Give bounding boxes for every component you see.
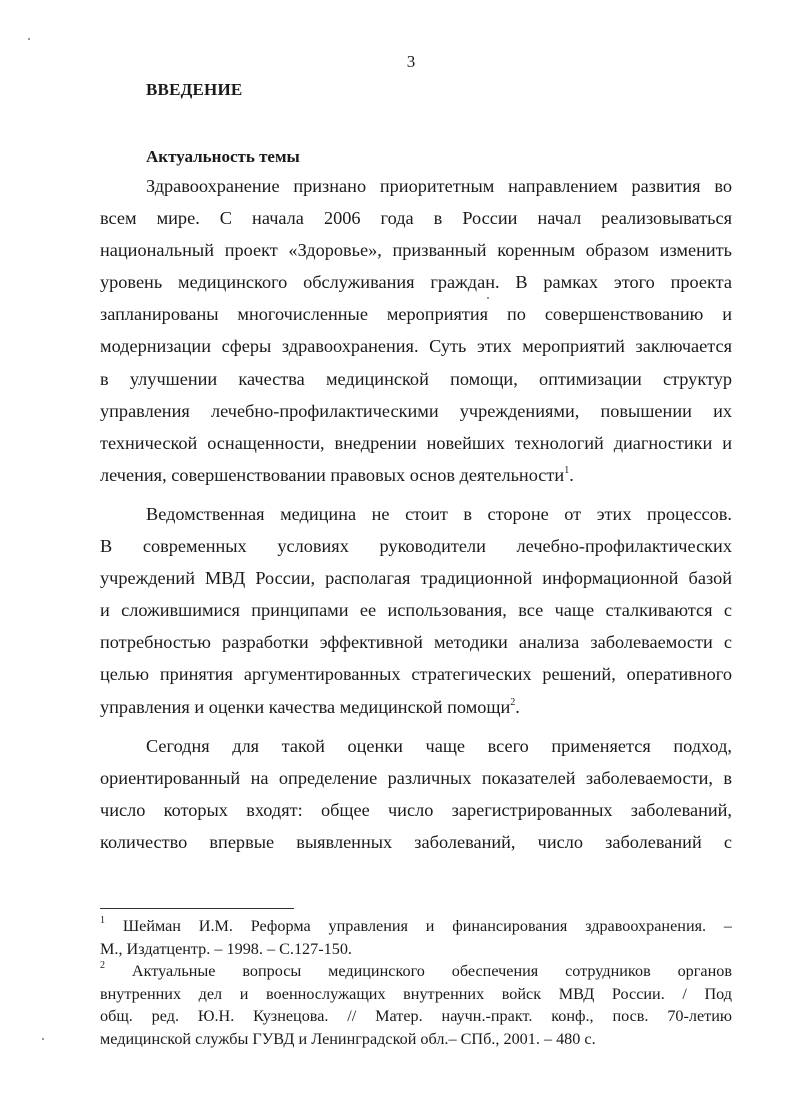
footnote-ref-2[interactable]: 2: [510, 696, 516, 708]
paragraph-3-line: число которых входят: общее число зарегистрированных заболеваний,: [100, 799, 732, 820]
footnote-1-text: Шейман И.М. Реформа управления и финансирования здравоохранения. –: [122, 917, 732, 935]
paragraph-1-line: Здравоохранение признано приоритетным направлением развития во: [146, 176, 732, 196]
scan-speck: [28, 38, 30, 40]
footnote-1-line: М., Издатцентр. – 1998. – С.127-150.: [100, 939, 352, 958]
footnote-marker-1: 1: [100, 915, 105, 926]
paragraph-1-last-line: [100, 459, 732, 491]
paragraph-3-line: Сегодня для такой оценки чаще всего применяется подход,: [146, 735, 732, 756]
paragraph-2-line: В современных условиях руководители лечебно-профилактических: [100, 536, 732, 557]
footnote-marker-2: 2: [100, 960, 105, 971]
paragraph-gap: [100, 723, 732, 730]
paragraph-2-end: .: [515, 696, 520, 717]
paragraph-1-line-text: лечения, совершенствовании правовых основ деятельности: [100, 464, 565, 485]
page-number: 3: [406, 52, 416, 71]
footnote-2-line: [100, 960, 732, 983]
paragraph-1-line: технической оснащенности, внедрении новейших технологий диагностики и: [100, 432, 732, 453]
footnote-2-line: внутренних дел и военнослужащих внутренних войск МВД России. / Под: [100, 984, 732, 1003]
section-heading: ВВЕДЕНИЕ: [146, 80, 243, 99]
paragraph-1-line: всем мире. С начала 2006 года в России начал реализовываться: [100, 208, 732, 229]
footnote-separator: [100, 908, 294, 909]
paragraph-2-line: и сложившимися принципами ее использования, все чаще сталкиваются с: [100, 600, 732, 621]
footnote-ref-1[interactable]: 1: [564, 464, 570, 476]
scan-speck: [42, 1038, 44, 1040]
subsection-heading: Актуальность темы: [146, 147, 300, 166]
scan-speck: [487, 297, 489, 299]
paragraph-2-line: потребностью разработки эффективной методики анализа заболеваемости с: [100, 632, 732, 653]
paragraph-1-line: управления лечебно-профилактическими учреждениями, повышении их: [100, 400, 732, 421]
footnote-1-line: [100, 915, 732, 938]
footnote-2-line: медицинской службы ГУВД и Ленинградской обл.– СПб., 2001. – 480 с.: [100, 1029, 596, 1048]
paragraph-2-line-text: управления и оценки качества медицинской помощи: [100, 696, 511, 717]
footnote-2-text: Актуальные вопросы медицинского обеспечения сотрудников органов: [131, 962, 732, 980]
paragraph-2-line: целью принятия аргументированных стратегических решений, оперативного: [100, 664, 732, 685]
paragraph-3-line: количество впервые выявленных заболеваний, число заболеваний с: [100, 831, 732, 852]
paragraph-1-line: запланированы многочисленные мероприятия по совершенствованию и: [100, 304, 732, 325]
paragraph-1-end: .: [569, 464, 574, 485]
paragraph-1-line: уровень медицинского обслуживания граждан. В рамках этого проекта: [100, 272, 732, 293]
footnote-2-line: общ. ред. Ю.Н. Кузнецова. // Матер. научн.-практ. конф., посв. 70-летию: [100, 1007, 732, 1025]
paragraph-2-last-line: [100, 691, 732, 723]
paragraph-1-line: в улучшении качества медицинской помощи, оптимизации структур: [100, 368, 732, 389]
body-text: [100, 170, 732, 858]
footnotes: [100, 915, 732, 1050]
paragraph-gap: [100, 491, 732, 498]
paragraph-1-line: национальный проект «Здоровье», призванный коренным образом изменить: [100, 240, 732, 261]
paragraph-3-line: ориентированный на определение различных показателей заболеваемости, в: [100, 767, 732, 788]
paragraph-2-line: Ведомственная медицина не стоит в стороне от этих процессов.: [146, 503, 732, 524]
paragraph-2-line: учреждений МВД России, располагая традиционной информационной базой: [100, 568, 732, 589]
paragraph-1-line: модернизации сферы здравоохранения. Суть этих мероприятий заключается: [100, 336, 732, 357]
